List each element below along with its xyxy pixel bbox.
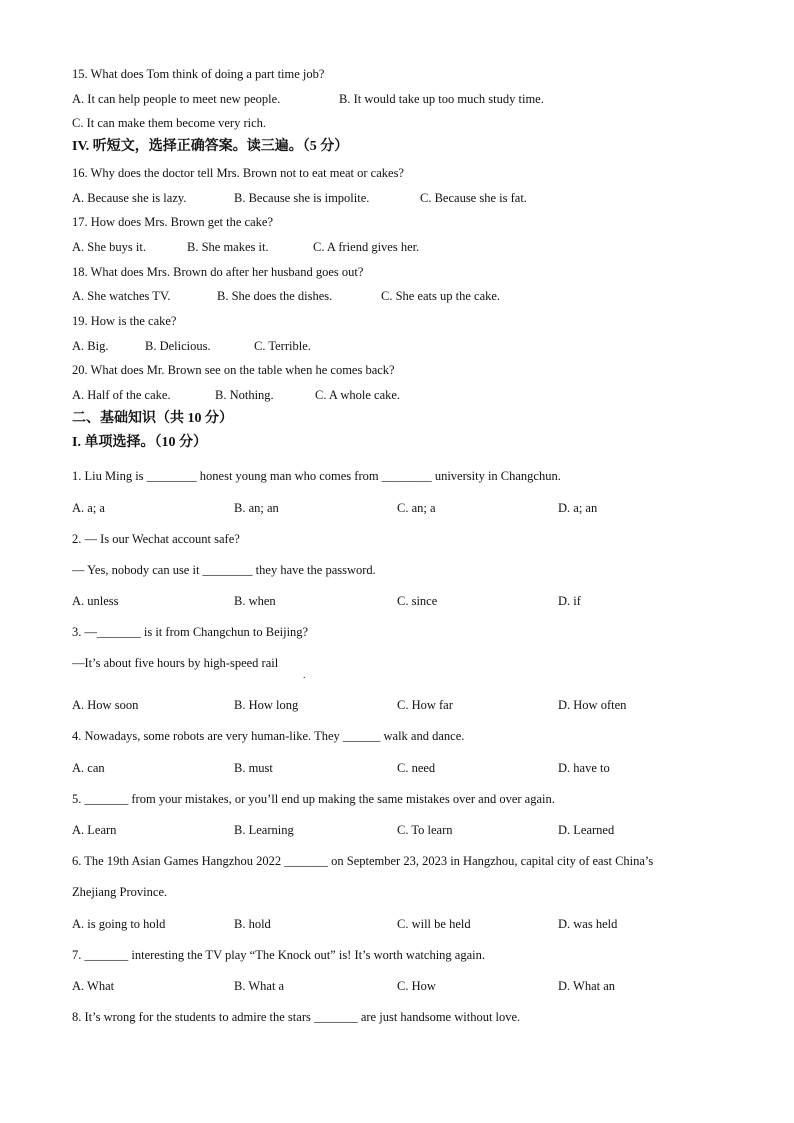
question-7-option-d[interactable]: D. What an [558,979,616,993]
question-7-option-c[interactable]: C. How [397,979,436,993]
question-6-option-a[interactable]: A. is going to hold [72,917,166,931]
question-3-option-c[interactable]: C. How far [397,698,453,712]
question-6-option-d[interactable]: D. was held [558,917,618,931]
question-6-stem: 6. The 19th Asian Games Hangzhou 2022 _______ on September 23, 2023 in Hangzhou, capital city of east China’s [72,854,654,868]
question-4-option-a[interactable]: A. can [72,761,105,775]
question-5-option-b[interactable]: B. Learning [234,823,294,837]
question-16-option-b[interactable]: B. Because she is impolite. [234,191,370,205]
section-1-heading: I. 单项选择。（10 分） [72,435,207,450]
question-18-option-b[interactable]: B. She does the dishes. [217,289,333,303]
question-18-option-a[interactable]: A. She watches TV. [72,289,171,303]
question-4-stem: 4. Nowadays, some robots are very human-like. They ______ walk and dance. [72,729,465,743]
question-19-option-a[interactable]: A. Big. [72,339,109,353]
question-20-option-a[interactable]: A. Half of the cake. [72,388,171,402]
question-20-options [72,387,754,403]
question-1-option-b[interactable]: B. an; an [234,501,279,515]
question-7-option-a[interactable]: A. What [72,979,115,993]
question-1-option-d[interactable]: D. a; an [558,501,598,515]
question-5-option-d[interactable]: D. Learned [558,823,615,837]
question-17-option-b[interactable]: B. She makes it. [187,240,269,254]
question-3-stem: 3. —_______ is it from Changchun to Beijing? [72,625,309,639]
section-4-heading: IV. 听短文，选择正确答案。读三遍。（5 分） [72,139,349,154]
question-18-option-c[interactable]: C. She eats up the cake. [381,289,501,303]
question-15-option-c[interactable]: C. It can make them become very rich. [72,116,267,130]
question-15-option-a[interactable]: A. It can help people to meet new people. [72,92,281,106]
question-17-options [72,239,754,255]
question-4-options [72,760,754,776]
question-7-options [72,978,754,994]
question-16-option-c[interactable]: C. Because she is fat. [420,191,527,205]
question-1-stem: 1. Liu Ming is ________ honest young man who comes from ________ university in Changchun. [72,469,561,483]
question-17-stem: 17. How does Mrs. Brown get the cake? [72,215,273,229]
question-16-options [72,190,754,206]
question-17-option-a[interactable]: A. She buys it. [72,240,146,254]
question-19-option-b[interactable]: B. Delicious. [145,339,211,353]
question-6-option-b[interactable]: B. hold [234,917,271,931]
question-18-stem: 18. What does Mrs. Brown do after her husband goes out? [72,265,364,279]
question-6-options [72,916,754,932]
question-19-option-c[interactable]: C. Terrible. [254,339,311,353]
question-2-stem: 2. — Is our Wechat account safe? [72,532,240,546]
question-4-option-c[interactable]: C. need [397,761,436,775]
question-3-reply: —It’s about five hours by high-speed rail [72,656,279,670]
question-6-stem-continued: Zhejiang Province. [72,885,168,899]
question-2-option-b[interactable]: B. when [234,594,276,608]
question-2-option-d[interactable]: D. if [558,594,581,608]
question-15-option-b[interactable]: B. It would take up too much study time. [339,92,544,106]
question-1-options [72,500,754,516]
question-2-options [72,593,754,609]
question-5-stem: 5. _______ from your mistakes, or you’ll end up making the same mistakes over and over again. [72,792,555,806]
question-5-option-c[interactable]: C. To learn [397,823,453,837]
question-5-option-a[interactable]: A. Learn [72,823,117,837]
question-4-option-b[interactable]: B. must [234,761,273,775]
question-4-option-d[interactable]: D. have to [558,761,610,775]
question-17-option-c[interactable]: C. A friend gives her. [313,240,420,254]
question-1-option-c[interactable]: C. an; a [397,501,436,515]
question-15-options-row-1 [72,91,754,107]
question-2-option-a[interactable]: A. unless [72,594,119,608]
question-1-option-a[interactable]: A. a; a [72,501,105,515]
question-3-options [72,697,754,713]
question-3-trailing-dot: . [303,670,306,681]
question-6-option-c[interactable]: C. will be held [397,917,471,931]
question-15-stem: 15. What does Tom think of doing a part time job? [72,67,325,81]
question-7-option-b[interactable]: B. What a [234,979,285,993]
question-2-reply: — Yes, nobody can use it ________ they have the password. [72,563,376,577]
question-3-option-d[interactable]: D. How often [558,698,627,712]
question-3-option-a[interactable]: A. How soon [72,698,139,712]
question-20-option-c[interactable]: C. A whole cake. [315,388,401,402]
question-8-stem: 8. It’s wrong for the students to admire the stars _______ are just handsome without love. [72,1010,521,1024]
question-7-stem: 7. _______ interesting the TV play “The Knock out” is! It’s worth watching again. [72,948,485,962]
question-19-stem: 19. How is the cake? [72,314,177,328]
question-2-option-c[interactable]: C. since [397,594,438,608]
question-20-option-b[interactable]: B. Nothing. [215,388,274,402]
question-19-options [72,338,754,354]
question-20-stem: 20. What does Mr. Brown see on the table when he comes back? [72,363,395,377]
question-5-options [72,822,754,838]
question-16-stem: 16. Why does the doctor tell Mrs. Brown not to eat meat or cakes? [72,166,404,180]
question-16-option-a[interactable]: A. Because she is lazy. [72,191,187,205]
question-3-option-b[interactable]: B. How long [234,698,299,712]
part-2-heading: 二、基础知识（共 10 分） [72,411,233,426]
question-18-options [72,288,754,304]
